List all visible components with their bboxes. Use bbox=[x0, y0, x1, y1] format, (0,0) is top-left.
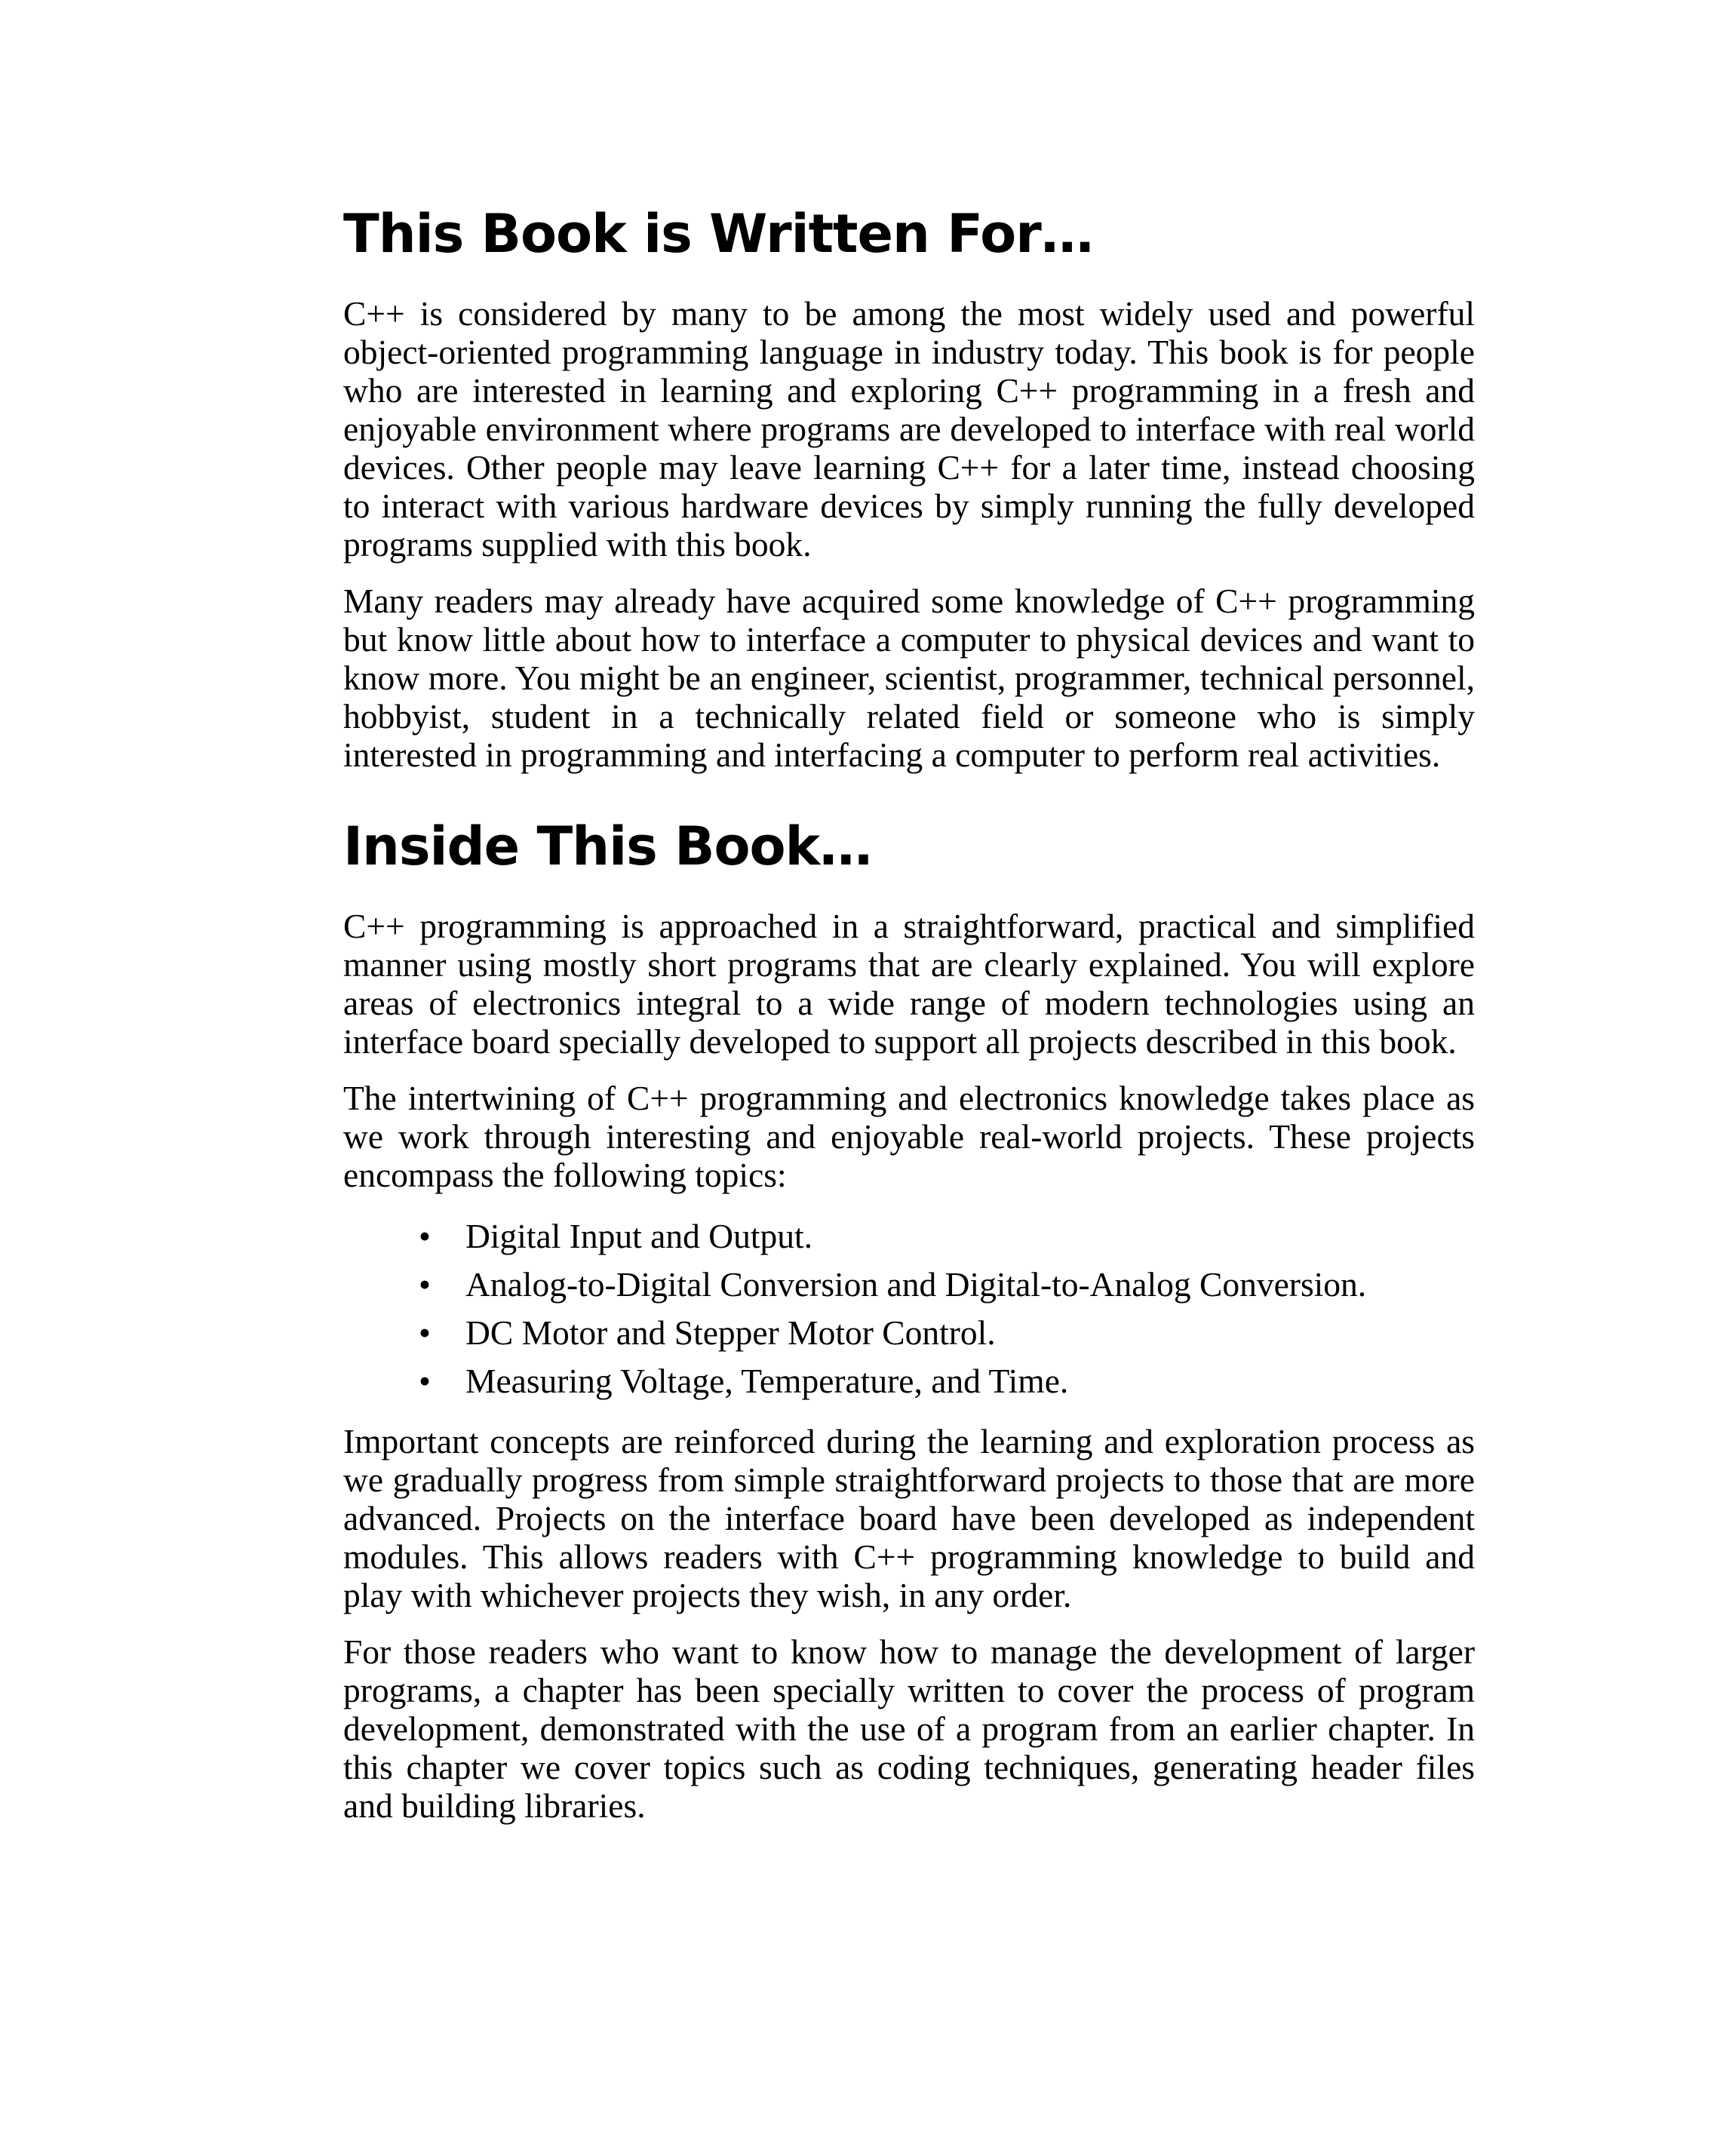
topic-text: DC Motor and Stepper Motor Control. bbox=[465, 1313, 996, 1352]
bullet-icon: • bbox=[419, 1217, 431, 1255]
list-item bbox=[343, 1261, 1475, 1309]
paragraph-intro-cpp: C++ is considered by many to be among the most widely used and powerful object-oriented programming language in industry today. This book is for people who are interested in learning and exploring C++ programming in a fresh and enjoyable environment where programs are developed to interface with real world devices. Other people may leave learning C++ for a later time, instead choosing to interact with various hardware devices by simply running the fully developed programs supplied with this book. bbox=[343, 294, 1475, 564]
paragraph-larger-programs: For those readers who want to know how to manage the development of larger programs, a chapter has been specially written to cover the process of program development, demonstrated with the use of a program from an earlier chapter. In this chapter we cover topics such as coding techniques, generating header files and building libraries. bbox=[343, 1632, 1475, 1825]
paragraph-approach: C++ programming is approached in a straightforward, practical and simplified manner using mostly short programs that are clearly explained. You will explore areas of electronics integral to a wide range of modern technologies using an interface board specially developed to support all projects described in this book. bbox=[343, 907, 1475, 1061]
list-item bbox=[343, 1309, 1475, 1357]
heading-inside-book: Inside This Book… bbox=[343, 815, 872, 877]
bullet-icon: • bbox=[419, 1265, 431, 1304]
topic-text: Analog-to-Digital Conversion and Digital-to-Analog Conversion. bbox=[465, 1265, 1367, 1304]
paragraph-readers: Many readers may already have acquired some knowledge of C++ programming but know little about how to interface a computer to physical devices and want to know more. You might be an engineer, scientist, programmer, technical personnel, hobbyist, student in a technically related field or someone who is simply interested in programming and interfacing a computer to perform real activities. bbox=[343, 582, 1475, 774]
topic-text: Digital Input and Output. bbox=[465, 1217, 812, 1255]
paragraph-concepts: Important concepts are reinforced during the learning and exploration process as we gradually progress from simple straightforward projects to those that are more advanced. Projects on the interface board have been developed as independent modules. This allows readers with C++ programming knowledge to build and play with whichever projects they wish, in any order. bbox=[343, 1422, 1475, 1614]
section-written-for bbox=[343, 202, 1475, 774]
page-content bbox=[343, 202, 1475, 1825]
bullet-icon: • bbox=[419, 1313, 431, 1352]
heading-written-for: This Book is Written For… bbox=[343, 203, 1093, 265]
topic-text: Measuring Voltage, Temperature, and Time. bbox=[465, 1362, 1069, 1400]
list-item bbox=[343, 1212, 1475, 1261]
topics-list bbox=[343, 1212, 1475, 1405]
paragraph-intertwining: The intertwining of C++ programming and electronics knowledge takes place as we work through interesting and enjoyable real-world projects. These projects encompass the following topics: bbox=[343, 1079, 1475, 1194]
section-inside-book bbox=[343, 815, 1475, 1825]
bullet-icon: • bbox=[419, 1362, 431, 1400]
list-item bbox=[343, 1357, 1475, 1405]
